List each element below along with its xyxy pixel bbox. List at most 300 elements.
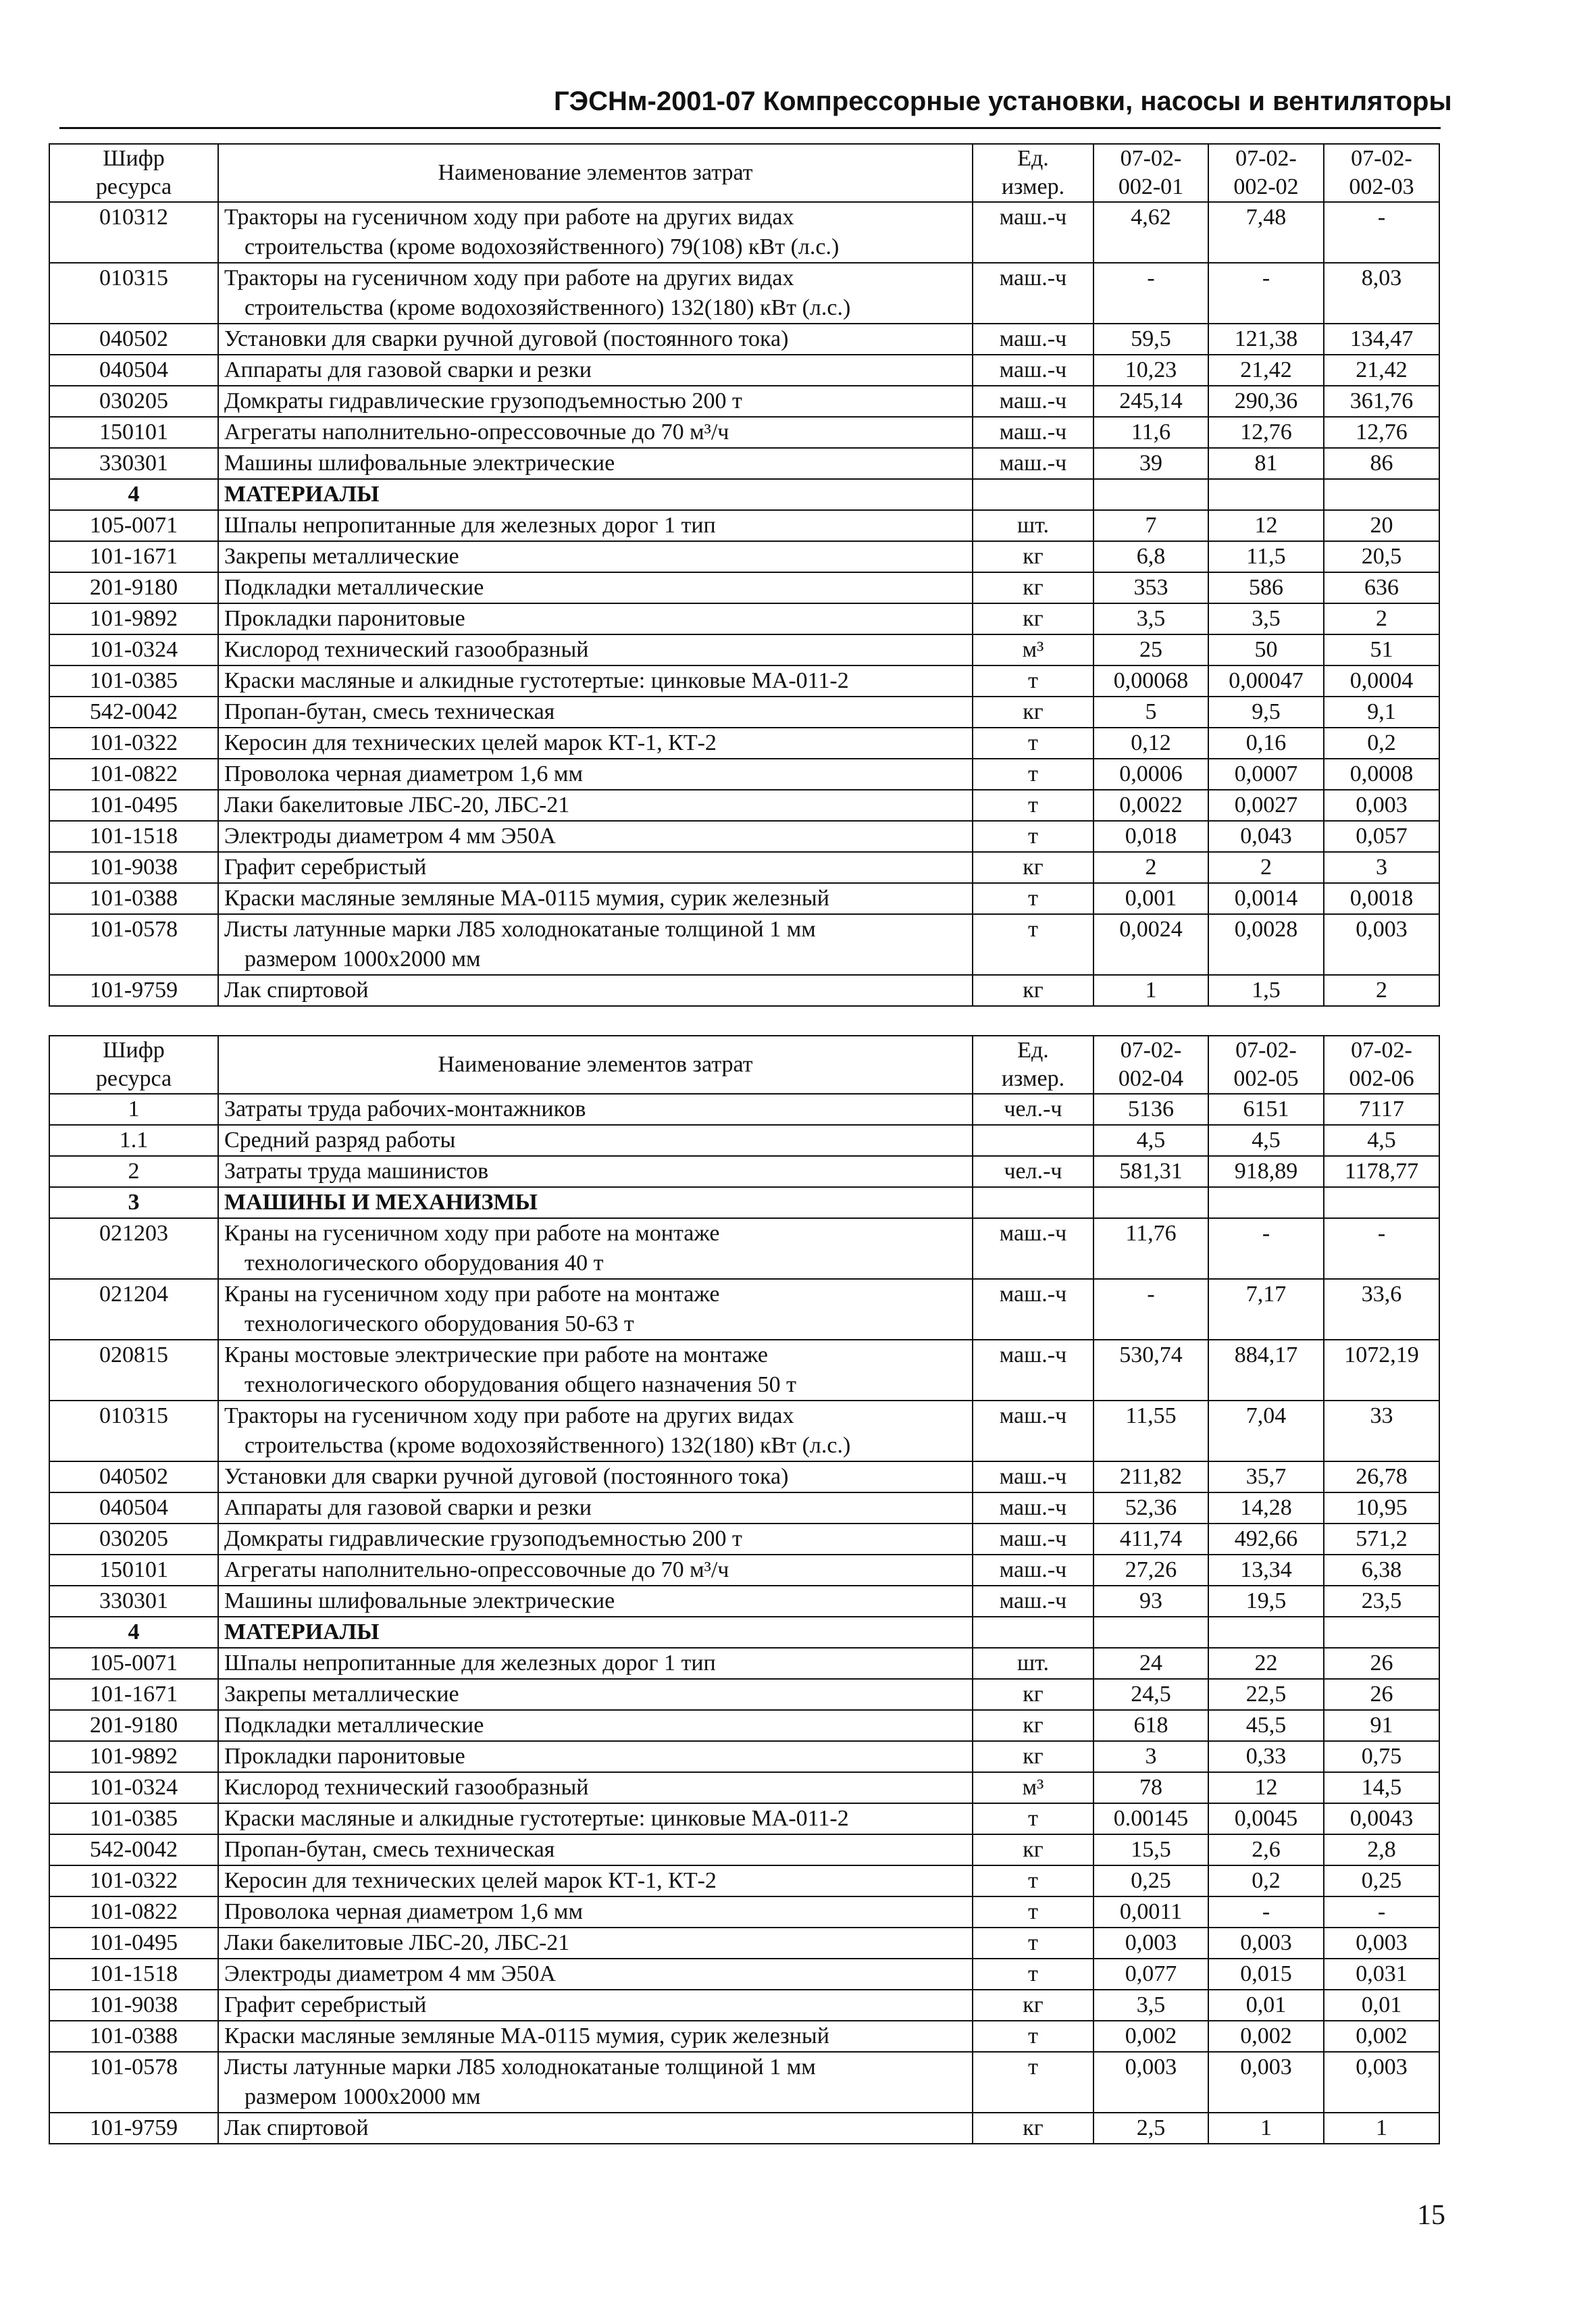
unit-cell: т (973, 2021, 1093, 2052)
resource-name-line: МАШИНЫ И МЕХАНИЗМЫ (224, 1190, 538, 1215)
unit-cell: маш.-ч (973, 1218, 1093, 1279)
table-row (49, 1555, 1439, 1586)
value-cell-3: 0,0043 (1324, 1803, 1439, 1834)
resource-code: 101-9759 (49, 975, 218, 1006)
resource-name (218, 1865, 973, 1896)
resource-name-line: Подкладки металлические (224, 575, 484, 600)
resource-code: 040502 (49, 324, 218, 355)
resource-code: 101-0385 (49, 1803, 218, 1834)
table-row (49, 448, 1439, 479)
resource-code: 101-1518 (49, 1959, 218, 1990)
value-cell-3: 571,2 (1324, 1524, 1439, 1555)
resource-code: 010312 (49, 202, 218, 263)
resource-name-line: Электроды диаметром 4 мм Э50А (224, 824, 556, 849)
resource-code: 101-9038 (49, 1990, 218, 2021)
value-cell-1: 0,00068 (1093, 665, 1208, 697)
resource-code: 101-0322 (49, 1865, 218, 1896)
resource-code: 542-0042 (49, 697, 218, 728)
resource-code: 101-0322 (49, 728, 218, 759)
value-cell-1: 411,74 (1093, 1524, 1208, 1555)
value-cell-2: 2,6 (1208, 1834, 1324, 1865)
resource-table-1 (49, 143, 1440, 1007)
resource-name (218, 417, 973, 448)
value-cell-2: 13,34 (1208, 1555, 1324, 1586)
unit-cell: т (973, 2052, 1093, 2113)
value-cell-2: 14,28 (1208, 1492, 1324, 1524)
resource-code: 1.1 (49, 1125, 218, 1156)
value-cell-3: 0,003 (1324, 790, 1439, 821)
resource-code: 101-9892 (49, 603, 218, 634)
header-name: Наименование элементов затрат (218, 144, 973, 202)
value-cell-1: 11,76 (1093, 1218, 1208, 1279)
resource-name (218, 479, 973, 510)
resource-name (218, 790, 973, 821)
table-row (49, 1710, 1439, 1741)
resource-name-line: Шпалы непропитанные для железных дорог 1 тип (224, 513, 716, 538)
table-row (49, 975, 1439, 1006)
section-row (49, 1187, 1439, 1218)
value-cell-3: 0,0008 (1324, 759, 1439, 790)
resource-name (218, 759, 973, 790)
value-cell-2: 0,043 (1208, 821, 1324, 852)
unit-cell (973, 1125, 1093, 1156)
unit-cell: кг (973, 572, 1093, 603)
resource-name-line: Графит серебристый (224, 1992, 427, 2017)
value-cell-1: 0,018 (1093, 821, 1208, 852)
value-cell-2: 918,89 (1208, 1156, 1324, 1187)
value-cell-2: 0,0007 (1208, 759, 1324, 790)
value-cell-2: 586 (1208, 572, 1324, 603)
resource-name-line: Тракторы на гусеничном ходу при работе на других видах (224, 205, 794, 230)
table-row (49, 1492, 1439, 1524)
table-row (49, 1401, 1439, 1461)
resource-code: 101-0388 (49, 883, 218, 914)
value-cell-1: 24,5 (1093, 1679, 1208, 1710)
value-cell-1: - (1093, 263, 1208, 324)
resource-code: 030205 (49, 1524, 218, 1555)
resource-name (218, 1218, 973, 1279)
resource-name-continuation: технологического оборудования 50-63 т (244, 1311, 634, 1336)
table-header-row (49, 144, 1439, 202)
value-cell-2: 121,38 (1208, 324, 1324, 355)
value-cell-2: 884,17 (1208, 1340, 1324, 1401)
resource-name (218, 1928, 973, 1959)
resource-code: 040502 (49, 1461, 218, 1492)
resource-name (218, 821, 973, 852)
resource-name (218, 2052, 973, 2113)
resource-name-line: Электроды диаметром 4 мм Э50А (224, 1961, 556, 1986)
value-cell-2: 492,66 (1208, 1524, 1324, 1555)
resource-name (218, 324, 973, 355)
value-cell-2: 0,003 (1208, 1928, 1324, 1959)
table-row (49, 697, 1439, 728)
value-cell-2: 0,2 (1208, 1865, 1324, 1896)
value-cell-1: 27,26 (1093, 1555, 1208, 1586)
unit-cell: маш.-ч (973, 448, 1093, 479)
table-row (49, 634, 1439, 665)
value-cell-1: 59,5 (1093, 324, 1208, 355)
resource-name (218, 1896, 973, 1928)
unit-cell: м³ (973, 634, 1093, 665)
resource-name (218, 1401, 973, 1461)
resource-name-line: Аппараты для газовой сварки и резки (224, 1495, 592, 1520)
unit-cell: т (973, 728, 1093, 759)
value-cell-1: 0,0006 (1093, 759, 1208, 790)
table-row (49, 1679, 1439, 1710)
unit-cell: кг (973, 975, 1093, 1006)
unit-cell: т (973, 790, 1093, 821)
unit-cell: кг (973, 541, 1093, 572)
table-row (49, 1125, 1439, 1156)
header-unit: Ед. измер. (973, 144, 1093, 202)
value-cell-3: 2,8 (1324, 1834, 1439, 1865)
resource-name-line: Закрепы металлические (224, 544, 459, 569)
resource-code: 101-0324 (49, 1772, 218, 1803)
unit-cell: маш.-ч (973, 355, 1093, 386)
unit-cell: т (973, 1865, 1093, 1896)
value-cell-2: - (1208, 263, 1324, 324)
value-cell-3: 0,002 (1324, 2021, 1439, 2052)
resource-code: 010315 (49, 263, 218, 324)
table-row (49, 355, 1439, 386)
unit-cell: кг (973, 852, 1093, 883)
table-row (49, 417, 1439, 448)
unit-cell: шт. (973, 510, 1093, 541)
unit-cell: маш.-ч (973, 1586, 1093, 1617)
resource-name-line: Установки для сварки ручной дуговой (постоянного тока) (224, 1464, 789, 1489)
table-row (49, 1340, 1439, 1401)
value-cell-2: 7,04 (1208, 1401, 1324, 1461)
value-cell-1: 0,0024 (1093, 914, 1208, 975)
header-col-2: 07-02- 002-02 (1208, 144, 1324, 202)
unit-cell: маш.-ч (973, 202, 1093, 263)
resource-name (218, 1094, 973, 1125)
value-cell-1: 93 (1093, 1586, 1208, 1617)
resource-code: 040504 (49, 1492, 218, 1524)
value-cell-2: 1,5 (1208, 975, 1324, 1006)
table-row (49, 1959, 1439, 1990)
resource-name-continuation: размером 1000x2000 мм (244, 947, 481, 972)
resource-code: 040504 (49, 355, 218, 386)
value-cell-1: 0,003 (1093, 2052, 1208, 2113)
resource-code: 101-9892 (49, 1741, 218, 1772)
resource-name-line: Краски масляные и алкидные густотертые: цинковые МА-011-2 (224, 668, 849, 693)
value-cell-3: 0,031 (1324, 1959, 1439, 1990)
value-cell-3: 86 (1324, 448, 1439, 479)
resource-name (218, 1617, 973, 1648)
unit-cell: маш.-ч (973, 1524, 1093, 1555)
resource-code: 021203 (49, 1218, 218, 1279)
value-cell-2: 19,5 (1208, 1586, 1324, 1617)
resource-code: 201-9180 (49, 572, 218, 603)
table-row (49, 1741, 1439, 1772)
resource-name-line: Машины шлифовальные электрические (224, 1588, 615, 1613)
value-cell-1: 11,55 (1093, 1401, 1208, 1461)
value-cell-2: 12 (1208, 1772, 1324, 1803)
unit-cell: маш.-ч (973, 324, 1093, 355)
resource-name-line: Проволока черная диаметром 1,6 мм (224, 761, 583, 786)
resource-name (218, 1187, 973, 1218)
value-cell-2: 81 (1208, 448, 1324, 479)
resource-name (218, 2021, 973, 2052)
value-cell-1: 3,5 (1093, 603, 1208, 634)
value-cell-2: 0,33 (1208, 1741, 1324, 1772)
value-cell-1: 0,12 (1093, 728, 1208, 759)
resource-name-line: Средний разряд работы (224, 1128, 456, 1153)
resource-name-line: Агрегаты наполнительно-опрессовочные до 70 м³/ч (224, 420, 729, 445)
value-cell-1: 0,001 (1093, 883, 1208, 914)
table-row (49, 1156, 1439, 1187)
value-cell-2: 0,16 (1208, 728, 1324, 759)
resource-name-continuation: строительства (кроме водохозяйственного) 79(108) кВт (л.с.) (244, 234, 840, 259)
resource-code: 030205 (49, 386, 218, 417)
resource-name (218, 1555, 973, 1586)
value-cell-1: 52,36 (1093, 1492, 1208, 1524)
value-cell-1: 618 (1093, 1710, 1208, 1741)
unit-cell: кг (973, 1710, 1093, 1741)
resource-name-line: Краны мостовые электрические при работе на монтаже (224, 1342, 768, 1367)
value-cell-3: 8,03 (1324, 263, 1439, 324)
value-cell-3: 33 (1324, 1401, 1439, 1461)
value-cell-3: 33,6 (1324, 1279, 1439, 1340)
value-cell-1 (1093, 479, 1208, 510)
table-row (49, 1803, 1439, 1834)
resource-name (218, 1772, 973, 1803)
value-cell-3: 0,003 (1324, 2052, 1439, 2113)
header-code: Шифр ресурса (49, 144, 218, 202)
table-row (49, 1094, 1439, 1125)
resource-name-line: Краны на гусеничном ходу при работе на монтаже (224, 1221, 720, 1246)
header-name: Наименование элементов затрат (218, 1036, 973, 1094)
resource-name-line: Листы латунные марки Л85 холоднокатаные толщиной 1 мм (224, 2055, 816, 2080)
value-cell-1: 5 (1093, 697, 1208, 728)
page-header-title: ГЭСНм-2001-07 Компрессорные установки, насосы и вентиляторы (554, 86, 1452, 116)
resource-name (218, 1803, 973, 1834)
resource-name (218, 1492, 973, 1524)
value-cell-3: 0,01 (1324, 1990, 1439, 2021)
table-row (49, 1586, 1439, 1617)
value-cell-2: 22 (1208, 1648, 1324, 1679)
value-cell-1: - (1093, 1279, 1208, 1340)
resource-name (218, 603, 973, 634)
resource-name-line: Кислород технический газообразный (224, 637, 589, 662)
table-row (49, 665, 1439, 697)
value-cell-1: 25 (1093, 634, 1208, 665)
header-rule (59, 127, 1441, 129)
unit-cell: т (973, 914, 1093, 975)
value-cell-2 (1208, 1617, 1324, 1648)
value-cell-2: 45,5 (1208, 1710, 1324, 1741)
value-cell-2: 35,7 (1208, 1461, 1324, 1492)
table-row (49, 324, 1439, 355)
resource-code: 1 (49, 1094, 218, 1125)
value-cell-2: 2 (1208, 852, 1324, 883)
value-cell-1: 2,5 (1093, 2113, 1208, 2144)
value-cell-3: 14,5 (1324, 1772, 1439, 1803)
value-cell-2: 50 (1208, 634, 1324, 665)
resource-name (218, 541, 973, 572)
resource-table-2 (49, 1035, 1440, 2144)
value-cell-1: 0,25 (1093, 1865, 1208, 1896)
resource-name (218, 1959, 973, 1990)
table-row (49, 1865, 1439, 1896)
value-cell-1: 211,82 (1093, 1461, 1208, 1492)
resource-name (218, 665, 973, 697)
resource-code: 101-0388 (49, 2021, 218, 2052)
value-cell-1: 3,5 (1093, 1990, 1208, 2021)
resource-name-line: Графит серебристый (224, 855, 427, 880)
unit-cell (973, 1187, 1093, 1218)
value-cell-3: 7117 (1324, 1094, 1439, 1125)
resource-name (218, 202, 973, 263)
unit-cell: маш.-ч (973, 263, 1093, 324)
value-cell-2: 0,01 (1208, 1990, 1324, 2021)
resource-name-line: Лак спиртовой (224, 978, 369, 1003)
resource-code: 101-0578 (49, 2052, 218, 2113)
value-cell-2: 0,0027 (1208, 790, 1324, 821)
unit-cell: т (973, 665, 1093, 697)
resource-code: 330301 (49, 1586, 218, 1617)
value-cell-3: 23,5 (1324, 1586, 1439, 1617)
header-col-3: 07-02- 002-03 (1324, 144, 1439, 202)
resource-name-line: Пропан-бутан, смесь техническая (224, 699, 555, 724)
value-cell-2: 21,42 (1208, 355, 1324, 386)
resource-name (218, 1679, 973, 1710)
unit-cell: маш.-ч (973, 1555, 1093, 1586)
resource-name (218, 1586, 973, 1617)
header-unit: Ед. измер. (973, 1036, 1093, 1094)
value-cell-3: 12,76 (1324, 417, 1439, 448)
resource-code: 101-1671 (49, 1679, 218, 1710)
value-cell-2: 11,5 (1208, 541, 1324, 572)
resource-name (218, 510, 973, 541)
resource-name-line: Краски масляные и алкидные густотертые: цинковые МА-011-2 (224, 1806, 849, 1831)
table-row (49, 914, 1439, 975)
resource-code: 542-0042 (49, 1834, 218, 1865)
value-cell-2: 3,5 (1208, 603, 1324, 634)
table-row (49, 1896, 1439, 1928)
header-col-1: 07-02- 002-04 (1093, 1036, 1208, 1094)
resource-name (218, 263, 973, 324)
table-row (49, 202, 1439, 263)
resource-code: 021204 (49, 1279, 218, 1340)
resource-name-line: МАТЕРИАЛЫ (224, 482, 380, 507)
resource-name (218, 1461, 973, 1492)
resource-name-line: Тракторы на гусеничном ходу при работе на других видах (224, 266, 794, 291)
value-cell-1: 0,003 (1093, 1928, 1208, 1959)
resource-code: 105-0071 (49, 510, 218, 541)
value-cell-2: 0,0014 (1208, 883, 1324, 914)
resource-name (218, 634, 973, 665)
unit-cell: маш.-ч (973, 1340, 1093, 1401)
resource-name-line: Лаки бакелитовые ЛБС-20, ЛБС-21 (224, 793, 570, 818)
resource-name (218, 1834, 973, 1865)
resource-name (218, 1710, 973, 1741)
value-cell-2: 12 (1208, 510, 1324, 541)
resource-name-line: Шпалы непропитанные для железных дорог 1 тип (224, 1651, 716, 1676)
value-cell-1: 581,31 (1093, 1156, 1208, 1187)
value-cell-2: - (1208, 1218, 1324, 1279)
value-cell-2: 7,17 (1208, 1279, 1324, 1340)
resource-name (218, 1125, 973, 1156)
header-col-3: 07-02- 002-06 (1324, 1036, 1439, 1094)
table-row (49, 386, 1439, 417)
value-cell-3: 1178,77 (1324, 1156, 1439, 1187)
value-cell-2 (1208, 1187, 1324, 1218)
table-row (49, 1524, 1439, 1555)
value-cell-1: 10,23 (1093, 355, 1208, 386)
value-cell-3 (1324, 1187, 1439, 1218)
value-cell-2: 4,5 (1208, 1125, 1324, 1156)
unit-cell: маш.-ч (973, 417, 1093, 448)
resource-name (218, 697, 973, 728)
value-cell-2: 9,5 (1208, 697, 1324, 728)
resource-name-continuation: строительства (кроме водохозяйственного) 132(180) кВт (л.с.) (244, 1433, 851, 1458)
table-row (49, 1834, 1439, 1865)
value-cell-1: 3 (1093, 1741, 1208, 1772)
value-cell-1: 5136 (1093, 1094, 1208, 1125)
resource-name (218, 1156, 973, 1187)
value-cell-3: 0,25 (1324, 1865, 1439, 1896)
resource-name (218, 883, 973, 914)
value-cell-2: 0,0028 (1208, 914, 1324, 975)
resource-code: 020815 (49, 1340, 218, 1401)
resource-name-line: Тракторы на гусеничном ходу при работе на других видах (224, 1403, 794, 1428)
value-cell-3: 1072,19 (1324, 1340, 1439, 1401)
value-cell-3: 361,76 (1324, 386, 1439, 417)
value-cell-3: - (1324, 202, 1439, 263)
table-row (49, 1928, 1439, 1959)
resource-name-line: Кислород технический газообразный (224, 1775, 589, 1800)
value-cell-2: 22,5 (1208, 1679, 1324, 1710)
table-row (49, 2052, 1439, 2113)
value-cell-3: 51 (1324, 634, 1439, 665)
table-row (49, 541, 1439, 572)
resource-name (218, 1279, 973, 1340)
resource-code: 105-0071 (49, 1648, 218, 1679)
value-cell-2: 12,76 (1208, 417, 1324, 448)
value-cell-3: 26,78 (1324, 1461, 1439, 1492)
resource-code: 150101 (49, 1555, 218, 1586)
value-cell-1 (1093, 1187, 1208, 1218)
resource-name-line: Лак спиртовой (224, 2115, 369, 2140)
value-cell-3: 0,75 (1324, 1741, 1439, 1772)
resource-code: 101-1671 (49, 541, 218, 572)
value-cell-2: 0,003 (1208, 2052, 1324, 2113)
value-cell-1: 0,002 (1093, 2021, 1208, 2052)
value-cell-2: 290,36 (1208, 386, 1324, 417)
value-cell-3: - (1324, 1218, 1439, 1279)
unit-cell: кг (973, 1741, 1093, 1772)
resource-code: 330301 (49, 448, 218, 479)
resource-name-line: Проволока черная диаметром 1,6 мм (224, 1899, 583, 1924)
unit-cell: т (973, 883, 1093, 914)
resource-name-line: Машины шлифовальные электрические (224, 451, 615, 476)
resource-name-line: МАТЕРИАЛЫ (224, 1619, 380, 1644)
value-cell-3: 0,003 (1324, 914, 1439, 975)
resource-code: 2 (49, 1156, 218, 1187)
unit-cell (973, 1617, 1093, 1648)
value-cell-1: 0,077 (1093, 1959, 1208, 1990)
resource-code: 101-0385 (49, 665, 218, 697)
value-cell-1: 353 (1093, 572, 1208, 603)
value-cell-2: - (1208, 1896, 1324, 1928)
unit-cell: кг (973, 1834, 1093, 1865)
value-cell-1: 0,0011 (1093, 1896, 1208, 1928)
table-row (49, 852, 1439, 883)
header-col-1: 07-02- 002-01 (1093, 144, 1208, 202)
table-row (49, 2021, 1439, 2052)
